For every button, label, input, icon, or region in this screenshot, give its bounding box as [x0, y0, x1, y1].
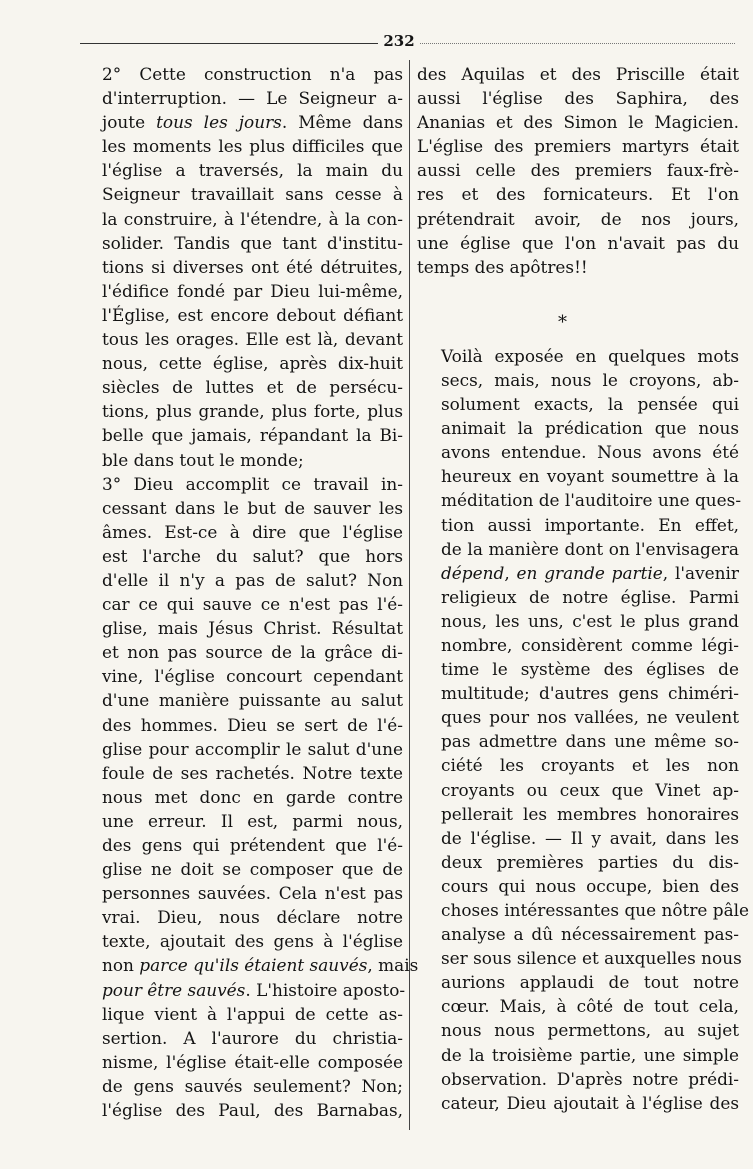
- header-rule-right: [420, 43, 735, 44]
- text-line: l'édifice fondé par Dieu lui-même,: [102, 280, 403, 301]
- text-line: [78, 978, 406, 1002]
- text-line: texte, ajoutait des gens à l'église: [102, 931, 403, 952]
- text-line: religieux de notre église. Parmi: [441, 586, 739, 607]
- text-line: temps des apôtres!!: [417, 256, 588, 277]
- text-line: personnes sauvées. Cela n'est pas: [102, 883, 403, 904]
- text-line: aussi l'église des Saphira, des: [417, 88, 739, 109]
- text-line: animait la prédication que nous: [441, 418, 739, 439]
- text-line: de la troisième partie, une simple: [441, 1044, 739, 1065]
- text-line: une erreur. Il est, parmi nous,: [102, 810, 403, 831]
- text-line: analyse a dû nécessairement pas-: [441, 924, 739, 945]
- text-line: res et des fornicateurs. Et l'on: [417, 184, 739, 205]
- text-line: nous, les uns, c'est le plus grand: [441, 610, 739, 631]
- text-line: des Aquilas et des Priscille était: [417, 64, 739, 84]
- text-line: cœur. Mais, à côté de tout cela,: [441, 996, 739, 1017]
- italic-phrase: parce qu'ils étaient sauvés: [139, 955, 368, 976]
- text-line: solider. Tandis que tant d'institu-: [102, 232, 403, 253]
- text-line: la construire, à l'étendre, à la con-: [102, 208, 403, 229]
- text-line: prétendrait avoir, de nos jours,: [417, 208, 739, 229]
- text-line: observation. D'après notre prédi-: [441, 1068, 739, 1089]
- text-line: cessant dans le but de sauver les: [102, 497, 403, 518]
- text-line: l'église des Paul, des Barnabas,: [102, 1100, 403, 1121]
- text-line: une église que l'on n'avait pas du: [417, 232, 739, 253]
- text-segment: ,: [504, 562, 517, 583]
- text-line: glise ne doit se composer que de: [102, 859, 403, 880]
- text-line: belle que jamais, répandant la Bi-: [102, 425, 403, 446]
- italic-phrase: pour être sauvés: [102, 979, 246, 1000]
- text-line: aurions applaudi de tout notre: [441, 972, 739, 993]
- text-line: les moments les plus difficiles que: [102, 136, 403, 157]
- italic-phrase: dépend: [441, 562, 505, 583]
- text-line: glise pour accomplir le salut d'une: [102, 738, 403, 759]
- text-line: tions, plus grande, plus forte, plus: [102, 401, 403, 422]
- text-segment: , l'avenir: [662, 562, 739, 583]
- text-line: glise, mais Jésus Christ. Résultat: [102, 618, 403, 639]
- text-line: ques pour nos vallées, ne veulent: [441, 707, 739, 728]
- text-line: 3° Dieu accomplit ce travail in-: [102, 473, 403, 494]
- text-line: nous met donc en garde contre: [102, 786, 403, 807]
- text-line: lique vient à l'appui de cette as-: [102, 1003, 403, 1024]
- text-line: [78, 110, 403, 134]
- text-segment: non: [102, 955, 140, 976]
- text-line: tion aussi importante. En effet,: [441, 514, 739, 535]
- text-line: Voilà exposée en quelques mots: [441, 345, 739, 366]
- right-column: [417, 62, 750, 1115]
- text-line: heureux en voyant soumettre à la: [441, 466, 739, 487]
- page-number: 232: [383, 32, 415, 50]
- italic-phrase: en grande partie: [516, 562, 663, 583]
- text-line: aussi celle des premiers faux-frè-: [417, 160, 739, 181]
- text-line: des hommes. Dieu se sert de l'é-: [102, 714, 403, 735]
- text-line: de l'église. — Il y avait, dans les: [441, 827, 739, 848]
- left-column: [78, 62, 419, 1122]
- text-line: et non pas source de la grâce di-: [102, 642, 403, 663]
- text-line: ble dans tout le monde;: [102, 449, 304, 470]
- text-line: d'elle il n'y a pas de salut? Non: [102, 569, 403, 590]
- text-line: car ce qui sauve ce n'est pas l'é-: [102, 594, 403, 615]
- text-line: [417, 561, 739, 585]
- text-line: méditation de l'auditoire une ques-: [441, 490, 742, 511]
- text-line: pas admettre dans une même so-: [441, 731, 739, 752]
- text-line: foule de ses rachetés. Notre texte: [102, 762, 403, 783]
- text-line: choses intéressantes que nôtre pâle: [441, 900, 750, 920]
- text-line: ser sous silence et auxquelles nous: [441, 948, 742, 969]
- text-line: des gens qui prétendent que l'é-: [102, 835, 403, 855]
- paragraph: [417, 344, 750, 1115]
- text-line: tous les orages. Elle est là, devant: [102, 329, 403, 350]
- text-line: multitude; d'autres gens chiméri-: [441, 683, 739, 704]
- text-line: croyants ou ceux que Vinet ap-: [441, 779, 739, 800]
- text-line: est l'arche du salut? que hors: [102, 545, 403, 566]
- text-line: 2° Cette construction n'a pas: [102, 64, 403, 84]
- text-line: nous nous permettons, au sujet: [441, 1020, 739, 1041]
- text-line: l'église a traversés, la main du: [102, 160, 403, 181]
- text-line: avons entendue. Nous avons été: [441, 442, 739, 463]
- page-header: [80, 33, 735, 53]
- text-line: cateur, Dieu ajoutait à l'église des: [441, 1092, 739, 1113]
- text-segment: , mais: [367, 955, 419, 976]
- text-line: d'interruption. — Le Seigneur a-: [102, 88, 403, 109]
- text-line: vine, l'église concourt cependant: [102, 666, 403, 687]
- text-line: l'Église, est encore debout défiant: [102, 304, 403, 325]
- italic-phrase: tous les jours: [156, 112, 282, 133]
- text-line: vrai. Dieu, nous déclare notre: [102, 907, 403, 928]
- paragraph: [78, 62, 403, 472]
- text-line: [78, 953, 419, 977]
- text-line: de la manière dont on l'envisagera: [441, 538, 739, 559]
- text-line: sertion. A l'aurore du christia-: [102, 1027, 403, 1048]
- text-line: Seigneur travaillait sans cesse à: [102, 184, 403, 205]
- text-line: nisme, l'église était-elle composée: [102, 1051, 403, 1072]
- text-line: solument exacts, la pensée qui: [441, 394, 739, 415]
- text-line: deux premières parties du dis-: [441, 851, 739, 872]
- text-line: ciété les croyants et les non: [441, 755, 739, 776]
- text-line: âmes. Est-ce à dire que l'église: [102, 521, 403, 542]
- text-segment: . L'histoire aposto-: [245, 979, 406, 1000]
- header-rule-left: [80, 43, 378, 44]
- text-line: pellerait les membres honoraires: [441, 803, 739, 824]
- paragraph: [417, 62, 739, 279]
- text-line: Ananias et des Simon le Magicien.: [417, 112, 739, 133]
- text-line: nombre, considèrent comme légi-: [441, 634, 739, 655]
- text-line: nous, cette église, après dix-huit: [102, 353, 403, 374]
- text-segment: . Même dans: [281, 112, 404, 133]
- text-line: de gens sauvés seulement? Non;: [102, 1075, 403, 1096]
- text-segment: joute: [102, 112, 157, 133]
- section-break-asterisk: *: [558, 312, 567, 333]
- text-line: tions si diverses ont été détruites,: [102, 256, 403, 277]
- text-line: siècles de luttes et de persécu-: [102, 377, 403, 398]
- text-line: secs, mais, nous le croyons, ab-: [441, 369, 739, 390]
- paragraph: [78, 472, 419, 1123]
- text-line: cours qui nous occupe, bien des: [441, 875, 739, 896]
- text-line: time le système des églises de: [441, 659, 739, 680]
- text-line: d'une manière puissante au salut: [102, 690, 403, 711]
- text-line: L'église des premiers martyrs était: [417, 136, 739, 157]
